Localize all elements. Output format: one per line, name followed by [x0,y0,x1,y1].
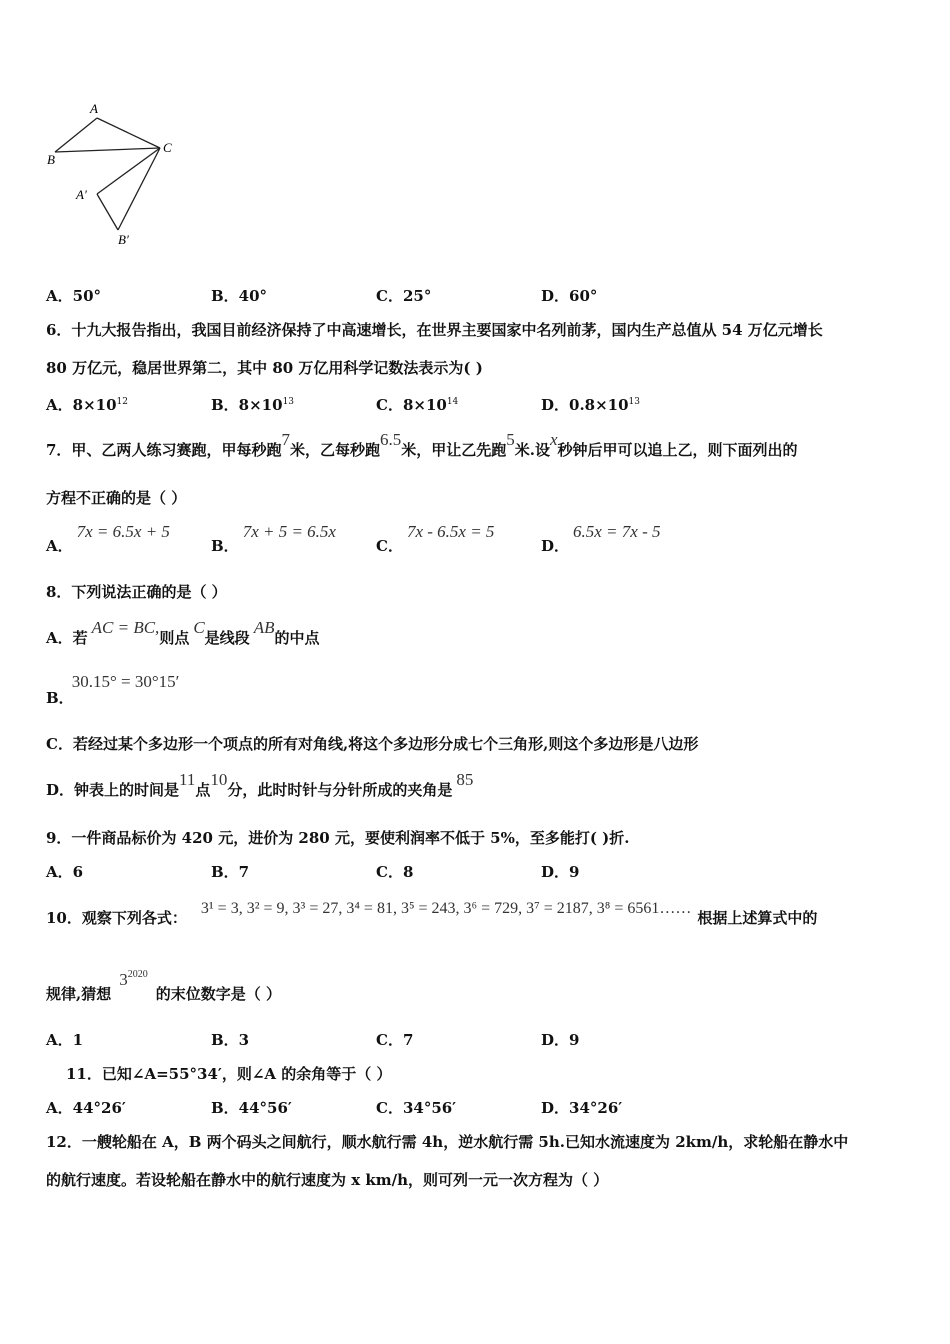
q10-stem-line2: 规律,猜想$3^{2020}$的末位数字是（ ） [46,969,281,1003]
label-a: A [90,101,98,116]
q9-stem: 9．一件商品标价为 420 元，进价为 280 元，要使利润率不低于 5%，至多能打( )折. [46,829,630,847]
q7-option-d: D．6.5x = 7x - 5 [541,522,661,555]
segment-bc [55,148,160,152]
q11-option-d: D．34°26′ [541,1099,623,1117]
q6-option-c: C．$8\times 10^{14}$ [376,396,459,414]
segment-ac [97,118,160,148]
segment-a1b1 [97,194,118,230]
q6-option-d: D．$0.8\times 10^{13}$ [541,396,640,414]
label-c: C [163,140,172,155]
segment-ca1 [97,148,160,194]
segment-ab [55,118,97,152]
q6-option-a: A．$8\times 10^{12}$ [46,396,128,414]
triangle-figure [40,100,190,250]
q6-stem-line2: 80 万亿元，稳居世界第二，其中 80 万亿用科学记数法表示为( ) [46,359,483,377]
q11-option-b: B．44°56′ [211,1099,292,1117]
q9-option-c: C．8 [376,863,414,881]
q8-option-d: D．钟表上的时间是11点10分，此时时针与分针所成的夹角是85 [46,770,474,799]
q6-option-b: B．$8\times 10^{13}$ [211,396,295,414]
label-a-prime: A′ [76,187,87,202]
q5-option-d: D．60° [541,287,598,305]
q7-option-b: B．7x + 5 = 6.5x [211,522,336,555]
q10-stem-line1: 10．观察下列各式：3¹ = 3, 3² = 9, 3³ = 27, 3⁴ = 81, 3⁵ = 243, 3⁶ = 729, 3⁷ = 2187, 3⁸ = 6561……根据上述算式中的 [46,900,818,927]
q5-option-b: B．40° [211,287,268,305]
q7-option-a: A．7x = 6.5x + 5 [46,522,170,555]
q7-stem-line1: 7．甲、乙两人练习赛跑，甲每秒跑7米，乙每秒跑6.5米，甲让乙先跑5米.设x秒钟后甲可以追上乙，则下面列出的 [46,430,798,459]
q11-option-a: A．44°26′ [46,1099,126,1117]
q12-stem-line1: 12．一艘轮船在 A，B 两个码头之间航行，顺水航行需 4h，逆水航行需 5h.已知水流速度为 2km/h，求轮船在静水中 [46,1133,849,1151]
q6-stem-line1: 6．十九大报告指出，我国目前经济保持了中高速增长，在世界主要国家中名列前茅，国内生产总值从 54 万亿元增长 [46,321,823,339]
q9-option-d: D．9 [541,863,580,881]
segment-cb1 [118,148,160,230]
q5-option-c: C．25° [376,287,432,305]
q8-option-a: A．若AC = BC,则点C是线段AB的中点 [46,618,320,647]
q12-stem-line2: 的航行速度。若设轮船在静水中的航行速度为 x km/h，则可列一元一次方程为（ ） [46,1171,609,1189]
q9-option-b: B．7 [211,863,250,881]
q9-option-a: A．6 [46,863,84,881]
q8-option-b: B．30.15° = 30°15′ [46,672,180,707]
q10-option-a: A．1 [46,1031,84,1049]
q11-option-c: C．34°56′ [376,1099,457,1117]
label-b-prime: B′ [118,232,129,247]
q8-option-c: C．若经过某个多边形一个项点的所有对角线,将这个多边形分成七个三角形,则这个多边形是八边形 [46,735,699,753]
q10-option-b: B．3 [211,1031,250,1049]
q10-option-d: D．9 [541,1031,580,1049]
q7-option-c: C．7x - 6.5x = 5 [376,522,495,555]
q5-option-a: A．50° [46,287,102,305]
q8-stem: 8．下列说法正确的是（ ） [46,583,227,601]
q11-stem: 11．已知∠A=55°34′，则∠A 的余角等于（ ） [66,1065,392,1083]
q7-stem-line2: 方程不正确的是（ ） [46,489,187,507]
q10-option-c: C．7 [376,1031,414,1049]
label-b: B [47,152,55,167]
